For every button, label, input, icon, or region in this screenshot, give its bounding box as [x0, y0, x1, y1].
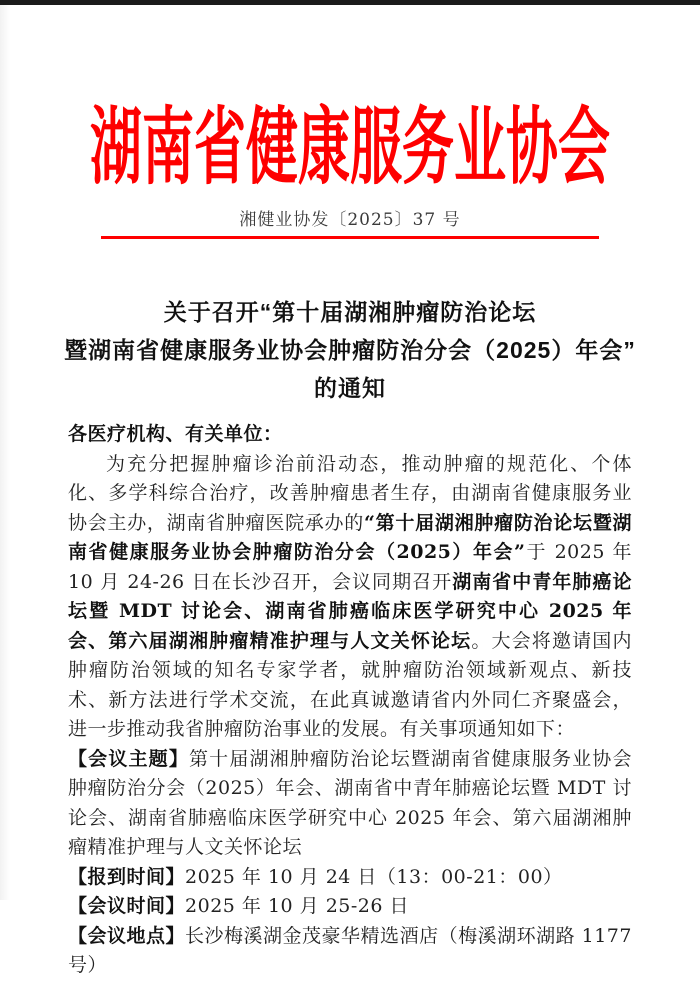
org-title: 湖南省健康服务业协会: [89, 97, 610, 197]
item-meeting-time-label: 【会议时间】: [68, 896, 186, 917]
item-meeting-location-text: 长沙梅溪湖金茂豪华精选酒店（梅溪湖环湖路 1177 号）: [68, 924, 632, 976]
item-meeting-time: [68, 892, 632, 922]
notice-title-line3: 的通知: [314, 375, 386, 401]
document-number: 湘健业协发〔2025〕37 号: [239, 210, 461, 230]
notice-body: [68, 420, 632, 981]
intro-seg5: 。大会将邀请国内肿瘤防治领域的知名专家学者，就肿瘤防治领域新观点、新技术、新方法进行学术交流，在此真诚邀请省内外同仁齐聚盛会，进一步推动我省肿瘤防治事业的发展。有关事项通知如下：: [68, 629, 632, 740]
notice-title-line2: 暨湖南省健康服务业协会肿瘤防治分会（2025）年会”: [64, 337, 636, 363]
item-meeting-location-label: 【会议地点】: [68, 925, 186, 947]
intro-seg3: 于 2025 年 10 月 24-26 日在长沙召开，会议同期召开: [68, 541, 632, 593]
item-theme-label: 【会议主题】: [68, 748, 189, 770]
letterhead: [0, 84, 700, 197]
item-theme-text: 第十届湖湘肿瘤防治论坛暨湖南省健康服务业协会肿瘤防治分会（2025）年会、湖南省中青年肺癌论坛暨 MDT 讨论会、湖南省肺癌临床医学研究中心 2025 年会、第六届湖湘肿瘤精准护理与人文关怀论坛: [68, 747, 632, 858]
intro-paragraph: [68, 450, 632, 745]
red-divider-rule: [101, 236, 599, 239]
notice-title: [0, 293, 700, 407]
item-meeting-time-text: 2025 年 10 月 25-26 日: [185, 895, 410, 917]
intro-seg1: 为充分把握肿瘤诊治前沿动态，推动肿瘤的规范化、个体化、多学科综合治疗，改善肿瘤患者生存，由湖南省健康服务业协会主办，湖南省肿瘤医院承办的: [68, 452, 632, 534]
item-checkin-time-label: 【报到时间】: [68, 866, 186, 888]
item-checkin-time-text: 2025 年 10 月 24 日（13：00-21：00）: [185, 865, 563, 888]
top-edge-bar: [0, 0, 700, 5]
salutation: 各医疗机构、有关单位：: [68, 424, 283, 445]
intro-seg2-conference-name: “第十届湖湘肿瘤防治论坛暨湖南省健康服务业协会肿瘤防治分会（2025）年会”: [68, 511, 632, 563]
item-meeting-location: [68, 922, 632, 981]
item-checkin-time: [68, 863, 632, 893]
notice-title-line1: 关于召开“第十届湖湘肿瘤防治论坛: [163, 299, 537, 325]
intro-seg4-concurrent-events: 湖南省中青年肺癌论坛暨 MDT 讨论会、湖南省肺癌临床医学研究中心 2025 年会、第六届湖湘肿瘤精准护理与人文关怀论坛: [68, 570, 632, 652]
item-theme: [68, 745, 632, 863]
